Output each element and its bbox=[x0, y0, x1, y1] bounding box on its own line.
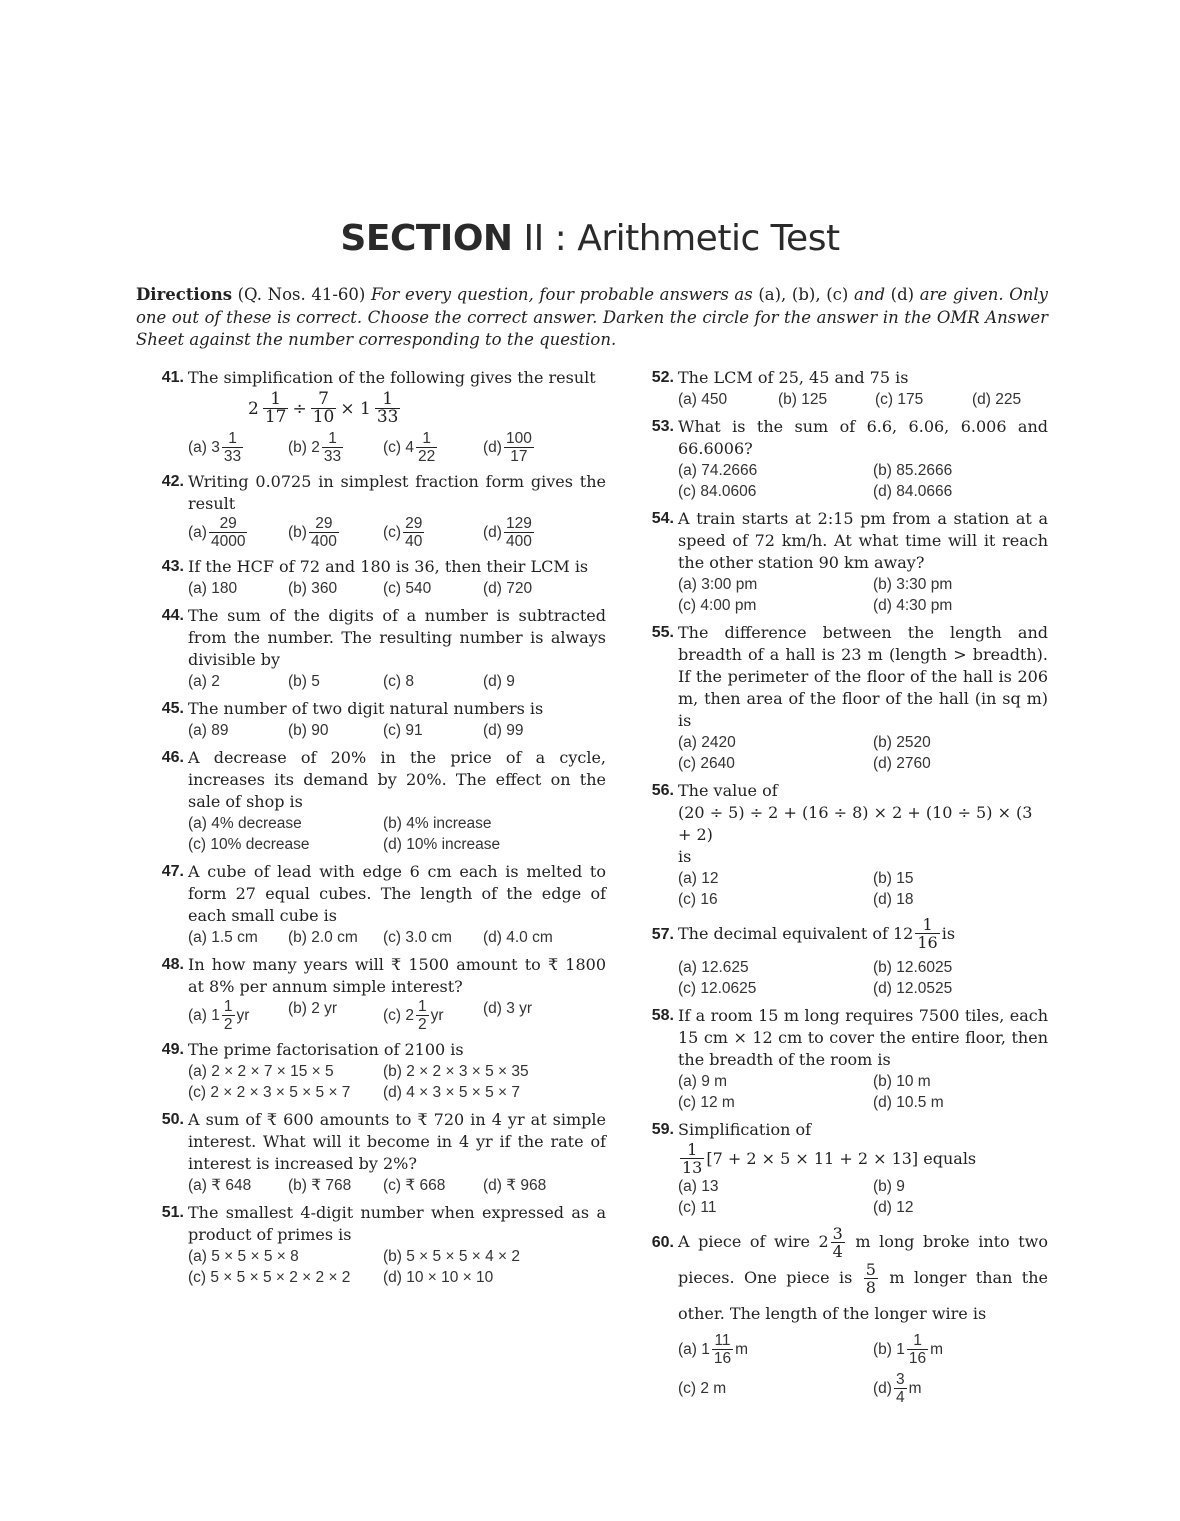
numerator: 1 bbox=[680, 1141, 704, 1159]
fraction bbox=[864, 1261, 878, 1296]
option-c: (c) 2 × 2 × 3 × 5 × 5 × 7 bbox=[188, 1084, 351, 1101]
answer-options bbox=[678, 574, 1048, 616]
option-c: (c) 12 m bbox=[678, 1094, 735, 1111]
option-a: (a) 180 bbox=[188, 580, 238, 597]
answer-options bbox=[678, 732, 1048, 774]
question-43 bbox=[146, 556, 606, 599]
option-b: (b) ₹ 768 bbox=[288, 1177, 352, 1194]
question-text-part: m longer than the other. The length of the longer wire is bbox=[678, 1268, 1049, 1323]
question-text: The simplification of the following gives the result bbox=[188, 368, 596, 387]
question-number: 47. bbox=[161, 863, 184, 880]
option-label: (d) bbox=[483, 439, 502, 456]
fraction bbox=[680, 1141, 704, 1176]
question-text: A train starts at 2:15 pm from a station at a speed of 72 km/h. At what time will it reach the other station 90 km away? bbox=[678, 509, 1048, 572]
question-expression: (20 ÷ 5) ÷ 2 + (16 ÷ 8) × 2 + (10 ÷ 5) × (3 + 2) bbox=[678, 803, 1033, 844]
option-c: (c) 5 × 5 × 5 × 2 × 2 × 2 bbox=[188, 1269, 351, 1286]
question-number: 54. bbox=[651, 510, 674, 527]
option-a: (a) 12 bbox=[678, 870, 719, 887]
option-a bbox=[188, 998, 288, 1033]
option-a: (a) 1.5 cm bbox=[188, 929, 258, 946]
option-a: (a) 89 bbox=[188, 722, 229, 739]
option-d: (d) 9 bbox=[483, 673, 515, 690]
expression-text: [7 + 2 × 5 × 11 + 2 × 13] equals bbox=[706, 1148, 977, 1168]
question-50 bbox=[146, 1109, 606, 1196]
option-d: (d) 10 × 10 × 10 bbox=[383, 1269, 494, 1286]
answer-options bbox=[188, 813, 606, 855]
answer-options bbox=[678, 1176, 1048, 1218]
numerator: 3 bbox=[895, 1371, 905, 1388]
denominator: 4 bbox=[832, 1242, 843, 1261]
option-label: (c) 4 bbox=[383, 439, 414, 456]
denominator: 4000 bbox=[210, 533, 246, 550]
option-label: (c) bbox=[383, 524, 402, 541]
option-label: (a) bbox=[188, 524, 207, 541]
denominator: 16 bbox=[908, 1350, 927, 1367]
question-tail: is bbox=[678, 847, 692, 866]
option-a: (a) 2420 bbox=[678, 734, 736, 751]
section-title bbox=[0, 218, 1180, 259]
numerator: 129 bbox=[505, 515, 532, 532]
option-label: (d) bbox=[483, 524, 502, 541]
denominator: 10 bbox=[312, 407, 335, 427]
fraction bbox=[416, 998, 429, 1033]
option-d bbox=[483, 515, 583, 550]
question-number: 41. bbox=[161, 369, 184, 386]
question-number: 50. bbox=[161, 1111, 184, 1128]
numerator: 7 bbox=[311, 391, 337, 409]
question-tail: is bbox=[941, 923, 956, 943]
option-d bbox=[483, 430, 583, 465]
answer-options bbox=[188, 720, 606, 741]
option-d: (d) ₹ 968 bbox=[483, 1177, 547, 1194]
option-b bbox=[873, 1332, 1068, 1367]
directions-and: and bbox=[853, 285, 886, 304]
numerator: 1 bbox=[322, 430, 343, 448]
right-column bbox=[636, 367, 1048, 1412]
option-c bbox=[678, 1371, 873, 1406]
denominator: 16 bbox=[917, 933, 938, 952]
option-a: (a) 9 m bbox=[678, 1073, 728, 1090]
denominator: 33 bbox=[376, 407, 399, 427]
fraction bbox=[222, 998, 235, 1033]
option-a: (a) 13 bbox=[678, 1178, 719, 1195]
fraction bbox=[831, 1225, 845, 1260]
option-d: (d) 99 bbox=[483, 722, 524, 739]
option-b: (b) 2 yr bbox=[288, 1000, 338, 1017]
directions-options-a: (a), (b), (c) bbox=[758, 285, 849, 304]
denominator: 17 bbox=[510, 448, 528, 465]
denominator: 17 bbox=[264, 407, 287, 427]
option-d: (d) 3 yr bbox=[483, 1000, 533, 1017]
option-label: (b) 1 bbox=[873, 1341, 905, 1358]
option-a: (a) 2 bbox=[188, 673, 220, 690]
directions bbox=[136, 284, 1048, 352]
numerator: 5 bbox=[865, 1260, 876, 1279]
option-c: (c) 540 bbox=[383, 580, 432, 597]
unit: m bbox=[908, 1380, 922, 1397]
answer-options bbox=[678, 1332, 1048, 1406]
option-a bbox=[188, 430, 288, 465]
fraction bbox=[504, 430, 534, 465]
denominator: 33 bbox=[323, 448, 342, 465]
question-number: 57. bbox=[651, 926, 674, 943]
option-b: (b) 125 bbox=[778, 391, 828, 408]
answer-options bbox=[678, 868, 1048, 910]
numerator: 1 bbox=[263, 391, 289, 409]
question-47 bbox=[146, 861, 606, 948]
denominator: 2 bbox=[418, 1016, 427, 1033]
question-text-part: A piece of wire 2 bbox=[678, 1232, 829, 1251]
option-c bbox=[383, 515, 483, 550]
question-text: A sum of ₹ 600 amounts to ₹ 720 in 4 yr at simple interest. What will it become in 4 yr if the rate of interest is increased by 2%? bbox=[188, 1110, 606, 1173]
option-a: (a) 5 × 5 × 5 × 8 bbox=[188, 1248, 299, 1265]
directions-label: Directions bbox=[136, 285, 232, 304]
question-text: If the HCF of 72 and 180 is 36, then their LCM is bbox=[188, 557, 589, 576]
fraction bbox=[222, 430, 243, 465]
option-b: (b) 85.2666 bbox=[873, 462, 953, 479]
question-60 bbox=[636, 1224, 1048, 1406]
option-b: (b) 5 bbox=[288, 673, 320, 690]
question-number: 60. bbox=[651, 1234, 674, 1251]
question-text: A decrease of 20% in the price of a cycle, increases its demand by 20%. The effect on the sale of shop is bbox=[188, 748, 606, 811]
question-53 bbox=[636, 416, 1048, 502]
question-text: The number of two digit natural numbers is bbox=[188, 699, 544, 718]
answer-options bbox=[678, 389, 1048, 410]
question-text: The smallest 4-digit number when expressed as a product of primes is bbox=[188, 1203, 606, 1244]
option-d bbox=[873, 1371, 1068, 1406]
answer-options bbox=[678, 460, 1048, 502]
option-d: (d) 2760 bbox=[873, 755, 931, 772]
question-text: The prime factorisation of 2100 is bbox=[188, 1040, 464, 1059]
option-d: (d) 720 bbox=[483, 580, 533, 597]
option-a: (a) 12.625 bbox=[678, 959, 749, 976]
fraction bbox=[894, 1371, 907, 1406]
question-45 bbox=[146, 698, 606, 741]
answer-options bbox=[188, 1061, 606, 1103]
denominator: 4 bbox=[895, 1389, 905, 1406]
option-d: (d) 10.5 m bbox=[873, 1094, 944, 1111]
option-d: (d) 84.0666 bbox=[873, 483, 953, 500]
option-a: (a) 2 × 2 × 7 × 15 × 5 bbox=[188, 1063, 334, 1080]
question-text: Writing 0.0725 in simplest fraction form gives the result bbox=[188, 472, 606, 513]
numerator: 1 bbox=[418, 998, 427, 1015]
option-b: (b) 5 × 5 × 5 × 4 × 2 bbox=[383, 1248, 521, 1265]
option-c: (c) 8 bbox=[383, 673, 414, 690]
numerator: 29 bbox=[309, 515, 339, 533]
denominator: 400 bbox=[310, 533, 337, 550]
unit: yr bbox=[236, 1007, 250, 1024]
fraction bbox=[712, 1332, 733, 1367]
numerator: 1 bbox=[223, 998, 233, 1015]
option-d: (d) 225 bbox=[972, 391, 1022, 408]
question-number: 56. bbox=[651, 782, 674, 799]
option-b: (b) 2520 bbox=[873, 734, 931, 751]
numerator: 29 bbox=[209, 515, 247, 533]
option-b: (b) 3:30 pm bbox=[873, 576, 953, 593]
question-number: 48. bbox=[161, 956, 184, 973]
answer-options bbox=[188, 1246, 606, 1288]
whole: 2 bbox=[248, 398, 259, 419]
option-label: (b) bbox=[288, 524, 307, 541]
question-text: In how many years will ₹ 1500 amount to ₹ 1800 at 8% per annum simple interest? bbox=[188, 955, 606, 996]
question-expression bbox=[188, 391, 606, 426]
question-text-part: m long broke into two pieces. One piece is bbox=[678, 1232, 1048, 1287]
option-d: (d) 12.0525 bbox=[873, 980, 953, 997]
numerator: 1 bbox=[907, 1332, 928, 1350]
question-number: 42. bbox=[161, 473, 184, 490]
directions-text2: are given. Only one out of these is correct. Choose the correct answer. Darken the circle for the answer in the OMR Answer Sheet against the number corresponding to the question. bbox=[136, 285, 1048, 349]
option-a: (a) 4% decrease bbox=[188, 815, 302, 832]
directions-range: (Q. Nos. 41-60) bbox=[237, 285, 366, 304]
option-label: (d) bbox=[873, 1380, 892, 1397]
option-c: (c) 2640 bbox=[678, 755, 735, 772]
fraction bbox=[915, 916, 939, 951]
fraction bbox=[311, 391, 337, 426]
denominator: 400 bbox=[505, 533, 532, 550]
option-c: (c) 12.0625 bbox=[678, 980, 757, 997]
option-a: (a) 74.2666 bbox=[678, 462, 758, 479]
option-a: (a) 3:00 pm bbox=[678, 576, 758, 593]
question-number: 45. bbox=[161, 700, 184, 717]
option-c: (c) ₹ 668 bbox=[383, 1177, 446, 1194]
option-c: (c) 4:00 pm bbox=[678, 597, 757, 614]
numerator: 1 bbox=[416, 430, 437, 448]
answer-options bbox=[188, 515, 606, 550]
section-title-rest: II : Arithmetic Test bbox=[523, 218, 840, 259]
question-text bbox=[678, 1224, 1048, 1332]
option-d: (d) 18 bbox=[873, 891, 914, 908]
fraction bbox=[403, 515, 424, 550]
option-label: (c) 2 bbox=[383, 1007, 414, 1024]
operator: × 1 bbox=[340, 398, 371, 419]
fraction bbox=[504, 515, 534, 550]
option-d: (d) 10% increase bbox=[383, 836, 501, 853]
question-text: What is the sum of 6.6, 6.06, 6.006 and 66.6006? bbox=[678, 417, 1048, 458]
option-c: (c) 3.0 cm bbox=[383, 929, 452, 946]
answer-options bbox=[188, 1175, 606, 1196]
option-c: (c) 16 bbox=[678, 891, 718, 908]
option-b: (b) 12.6025 bbox=[873, 959, 953, 976]
numerator: 3 bbox=[832, 1224, 843, 1243]
answer-options bbox=[188, 671, 606, 692]
answer-options bbox=[188, 578, 606, 599]
option-label: (a) 3 bbox=[188, 439, 220, 456]
fraction bbox=[322, 430, 343, 465]
question-number: 44. bbox=[161, 607, 184, 624]
answer-options bbox=[678, 1071, 1048, 1113]
denominator: 40 bbox=[405, 533, 423, 550]
operator: ÷ bbox=[292, 398, 307, 419]
question-44 bbox=[146, 605, 606, 692]
question-56 bbox=[636, 780, 1048, 910]
option-c: (c) 91 bbox=[383, 722, 423, 739]
option-label: (a) 1 bbox=[188, 1007, 220, 1024]
option-b: (b) 10 m bbox=[873, 1073, 931, 1090]
fraction bbox=[263, 391, 289, 426]
answer-options bbox=[188, 998, 606, 1033]
directions-text1: For every question, four probable answers as bbox=[370, 285, 753, 304]
question-text: The value of bbox=[678, 781, 778, 800]
question-text: The difference between the length and breadth of a hall is 23 m (length > breadth). If the perimeter of the floor of the hall is 206 m, then area of the floor of the hall (in sq m) is bbox=[678, 623, 1048, 730]
option-b: (b) 4% increase bbox=[383, 815, 492, 832]
option-c: (c) 175 bbox=[875, 391, 924, 408]
option-a: (a) ₹ 648 bbox=[188, 1177, 252, 1194]
fraction bbox=[209, 515, 247, 550]
question-number: 51. bbox=[161, 1204, 184, 1221]
denominator: 33 bbox=[223, 448, 242, 465]
denominator: 22 bbox=[418, 448, 436, 465]
question-42 bbox=[146, 471, 606, 550]
option-label: (b) 2 bbox=[288, 439, 320, 456]
denominator: 13 bbox=[682, 1158, 703, 1177]
question-number: 59. bbox=[651, 1121, 674, 1138]
answer-options bbox=[678, 957, 1048, 999]
question-text: The sum of the digits of a number is subtracted from the number. The resulting number is always divisible by bbox=[188, 606, 606, 669]
question-51 bbox=[146, 1202, 606, 1288]
fraction bbox=[375, 391, 401, 426]
option-label: (a) 1 bbox=[678, 1341, 710, 1358]
denominator: 8 bbox=[865, 1278, 876, 1297]
numerator: 1 bbox=[375, 391, 401, 409]
question-number: 43. bbox=[161, 558, 184, 575]
option-a: (a) 450 bbox=[678, 391, 728, 408]
question-number: 53. bbox=[651, 418, 674, 435]
question-57 bbox=[636, 916, 1048, 999]
option-b bbox=[288, 515, 383, 550]
question-59 bbox=[636, 1119, 1048, 1218]
option-a bbox=[678, 1332, 873, 1367]
question-48 bbox=[146, 954, 606, 1033]
option-b: (b) 360 bbox=[288, 580, 338, 597]
unit: yr bbox=[430, 1007, 444, 1024]
option-c: (c) 11 bbox=[678, 1199, 717, 1216]
option-d: (d) 4.0 cm bbox=[483, 929, 553, 946]
fraction bbox=[309, 515, 339, 550]
numerator: 29 bbox=[405, 515, 423, 532]
numerator: 1 bbox=[915, 916, 939, 934]
option-d: (d) 4:30 pm bbox=[873, 597, 953, 614]
question-49 bbox=[146, 1039, 606, 1103]
option-b: (b) 2.0 cm bbox=[288, 929, 358, 946]
question-58 bbox=[636, 1005, 1048, 1113]
unit: m bbox=[930, 1341, 944, 1358]
option-a bbox=[188, 515, 288, 550]
question-text: Simplification of bbox=[678, 1120, 812, 1139]
answer-options bbox=[188, 430, 606, 465]
option-c: (c) 84.0606 bbox=[678, 483, 757, 500]
question-41 bbox=[146, 367, 606, 465]
question-number: 46. bbox=[161, 749, 184, 766]
question-text bbox=[678, 916, 1048, 951]
option-b: (b) 2 × 2 × 3 × 5 × 35 bbox=[383, 1063, 529, 1080]
option-c: (c) 10% decrease bbox=[188, 836, 310, 853]
unit: m bbox=[735, 1341, 749, 1358]
directions-options-d: (d) bbox=[890, 285, 915, 304]
question-number: 49. bbox=[161, 1041, 184, 1058]
left-column bbox=[146, 367, 606, 1294]
question-text-lead: The decimal equivalent of 12 bbox=[678, 923, 914, 943]
question-46 bbox=[146, 747, 606, 855]
question-text: The LCM of 25, 45 and 75 is bbox=[678, 368, 909, 387]
option-b: (b) 9 bbox=[873, 1178, 905, 1195]
question-text: If a room 15 m long requires 7500 tiles, each 15 cm × 12 cm to cover the entire floor, then the breadth of the room is bbox=[678, 1006, 1048, 1069]
question-number: 55. bbox=[651, 624, 674, 641]
question-text: A cube of lead with edge 6 cm each is melted to form 27 equal cubes. The length of the edge of each small cube is bbox=[188, 862, 606, 925]
question-expression bbox=[678, 1141, 1048, 1176]
section-title-bold: SECTION bbox=[340, 218, 513, 259]
option-d: (d) 12 bbox=[873, 1199, 914, 1216]
option-b: (b) 90 bbox=[288, 722, 329, 739]
question-number: 58. bbox=[651, 1007, 674, 1024]
numerator: 1 bbox=[222, 430, 243, 448]
denominator: 2 bbox=[223, 1016, 233, 1033]
question-55 bbox=[636, 622, 1048, 774]
question-number: 52. bbox=[651, 369, 674, 386]
option-b bbox=[288, 430, 383, 465]
answer-options bbox=[188, 927, 606, 948]
option-d: (d) 4 × 3 × 5 × 5 × 7 bbox=[383, 1084, 521, 1101]
fraction bbox=[416, 430, 437, 465]
option-c bbox=[383, 998, 483, 1033]
numerator: 11 bbox=[712, 1332, 733, 1350]
option-label: (c) 2 m bbox=[678, 1380, 727, 1397]
question-52 bbox=[636, 367, 1048, 410]
option-b: (b) 15 bbox=[873, 870, 914, 887]
numerator: 100 bbox=[505, 430, 532, 447]
question-54 bbox=[636, 508, 1048, 616]
option-c bbox=[383, 430, 483, 465]
denominator: 16 bbox=[713, 1350, 732, 1367]
fraction bbox=[907, 1332, 928, 1367]
